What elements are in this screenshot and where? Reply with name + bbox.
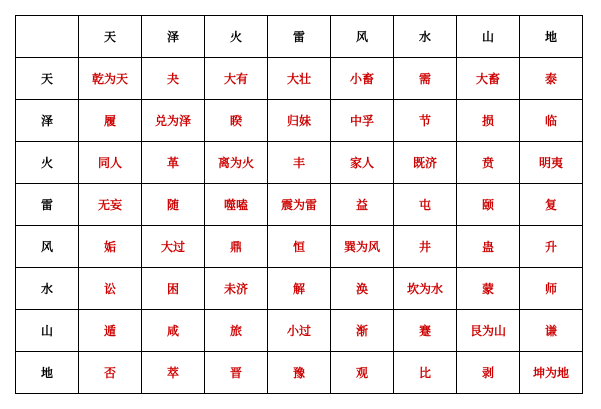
hexagram-cell: 坤为地: [520, 352, 583, 394]
table-row: [16, 58, 583, 100]
column-header: 泽: [142, 16, 205, 58]
hexagram-cell: 节: [394, 100, 457, 142]
column-header: 风: [331, 16, 394, 58]
hexagram-cell: 解: [268, 268, 331, 310]
hexagram-cell: 蒙: [457, 268, 520, 310]
hexagram-cell: 大畜: [457, 58, 520, 100]
row-header: 雷: [16, 184, 79, 226]
column-header: 雷: [268, 16, 331, 58]
hexagram-cell: 履: [79, 100, 142, 142]
row-header: 山: [16, 310, 79, 352]
hexagram-cell: 剥: [457, 352, 520, 394]
table-row: [16, 352, 583, 394]
hexagram-cell: 晋: [205, 352, 268, 394]
hexagram-cell: 谦: [520, 310, 583, 352]
hexagram-cell: 否: [79, 352, 142, 394]
hexagram-cell: 萃: [142, 352, 205, 394]
hexagram-cell: 大有: [205, 58, 268, 100]
hexagram-cell: 临: [520, 100, 583, 142]
hexagram-cell: 睽: [205, 100, 268, 142]
hexagram-cell: 渐: [331, 310, 394, 352]
hexagram-cell: 豫: [268, 352, 331, 394]
hexagram-cell: 颐: [457, 184, 520, 226]
table-row: [16, 184, 583, 226]
hexagram-cell: 遁: [79, 310, 142, 352]
hexagram-cell: 讼: [79, 268, 142, 310]
column-header: 天: [79, 16, 142, 58]
hexagram-cell: 未济: [205, 268, 268, 310]
column-header: 山: [457, 16, 520, 58]
hexagram-cell: 泰: [520, 58, 583, 100]
hexagram-cell: 中孚: [331, 100, 394, 142]
column-header: 地: [520, 16, 583, 58]
header-row: [16, 16, 583, 58]
hexagram-cell: 家人: [331, 142, 394, 184]
hexagram-cell: 大过: [142, 226, 205, 268]
hexagram-cell: 随: [142, 184, 205, 226]
hexagram-cell: 噬嗑: [205, 184, 268, 226]
table-row: [16, 100, 583, 142]
hexagram-cell: 无妄: [79, 184, 142, 226]
hexagram-cell: 蛊: [457, 226, 520, 268]
corner-cell: [16, 16, 79, 58]
hexagram-cell: 屯: [394, 184, 457, 226]
hexagram-cell: 师: [520, 268, 583, 310]
table-row: [16, 268, 583, 310]
hexagram-cell: 既济: [394, 142, 457, 184]
row-header: 水: [16, 268, 79, 310]
hexagram-cell: 涣: [331, 268, 394, 310]
hexagram-cell: 咸: [142, 310, 205, 352]
hexagram-cell: 小过: [268, 310, 331, 352]
hexagram-cell: 兑为泽: [142, 100, 205, 142]
hexagram-table: [15, 15, 583, 394]
hexagram-cell: 困: [142, 268, 205, 310]
hexagram-cell: 归妹: [268, 100, 331, 142]
table-row: [16, 226, 583, 268]
hexagram-cell: 明夷: [520, 142, 583, 184]
hexagram-cell: 小畜: [331, 58, 394, 100]
column-header: 火: [205, 16, 268, 58]
hexagram-cell: 益: [331, 184, 394, 226]
row-header: 风: [16, 226, 79, 268]
hexagram-cell: 恒: [268, 226, 331, 268]
hexagram-cell: 复: [520, 184, 583, 226]
hexagram-cell: 井: [394, 226, 457, 268]
row-header: 泽: [16, 100, 79, 142]
row-header: 天: [16, 58, 79, 100]
hexagram-cell: 艮为山: [457, 310, 520, 352]
hexagram-cell: 夬: [142, 58, 205, 100]
row-header: 火: [16, 142, 79, 184]
row-header: 地: [16, 352, 79, 394]
hexagram-cell: 需: [394, 58, 457, 100]
table-row: [16, 142, 583, 184]
hexagram-cell: 蹇: [394, 310, 457, 352]
hexagram-cell: 巽为风: [331, 226, 394, 268]
hexagram-cell: 鼎: [205, 226, 268, 268]
column-header: 水: [394, 16, 457, 58]
hexagram-cell: 大壮: [268, 58, 331, 100]
hexagram-cell: 同人: [79, 142, 142, 184]
hexagram-cell: 旅: [205, 310, 268, 352]
hexagram-cell: 离为火: [205, 142, 268, 184]
hexagram-cell: 观: [331, 352, 394, 394]
hexagram-cell: 乾为天: [79, 58, 142, 100]
hexagram-cell: 比: [394, 352, 457, 394]
hexagram-cell: 丰: [268, 142, 331, 184]
hexagram-cell: 姤: [79, 226, 142, 268]
hexagram-cell: 贲: [457, 142, 520, 184]
hexagram-cell: 震为雷: [268, 184, 331, 226]
hexagram-cell: 革: [142, 142, 205, 184]
hexagram-cell: 升: [520, 226, 583, 268]
hexagram-cell: 损: [457, 100, 520, 142]
hexagram-cell: 坎为水: [394, 268, 457, 310]
table-row: [16, 310, 583, 352]
